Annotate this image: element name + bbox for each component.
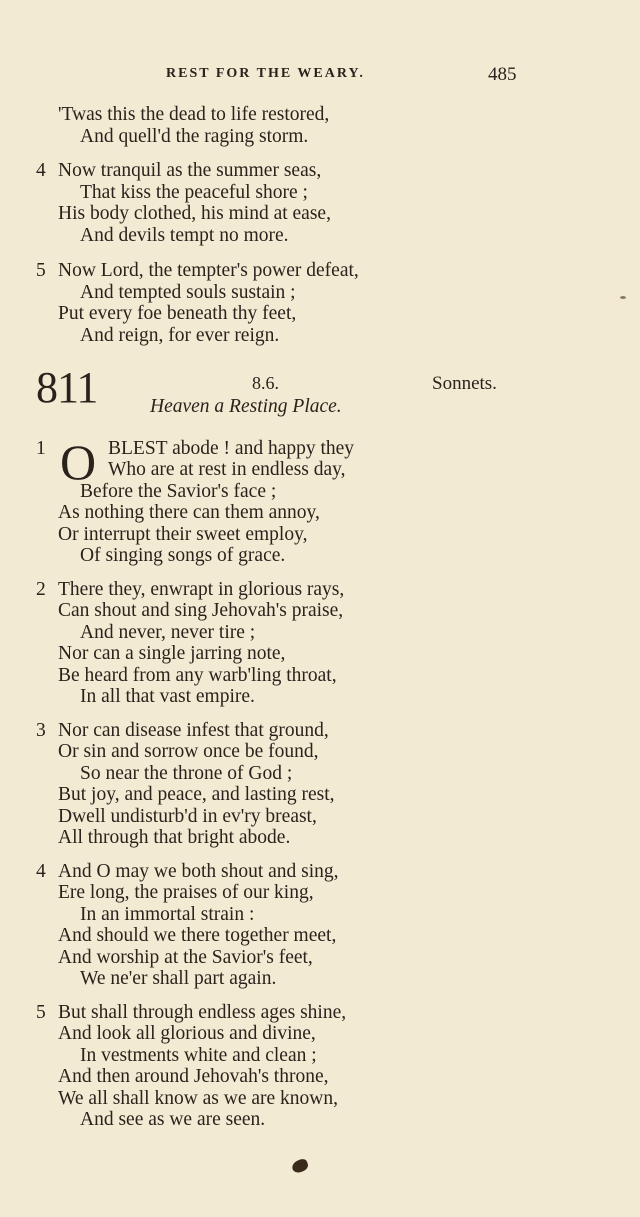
verse-line: All through that bright abode.: [58, 827, 291, 848]
verse-line: But shall through endless ages shine,: [58, 1002, 347, 1023]
verse-line: That kiss the peaceful shore ;: [80, 182, 308, 203]
running-title: REST FOR THE WEARY.: [166, 66, 365, 81]
verse-line: As nothing there can them annoy,: [58, 502, 320, 523]
stanza-number: 4: [36, 861, 46, 882]
verse-line: There they, enwrapt in glorious rays,: [58, 579, 345, 600]
verse-line: Who are at rest in endless day,: [108, 459, 346, 480]
hymn-tune: Sonnets.: [432, 373, 497, 394]
verse-line: And should we there together meet,: [58, 925, 337, 946]
verse-line: Dwell undisturb'd in ev'ry breast,: [58, 806, 317, 827]
stanza-number: 4: [36, 160, 46, 181]
stanza-number: 5: [36, 260, 46, 281]
verse-line: Ere long, the praises of our king,: [58, 882, 314, 903]
verse-line: We all shall know as we are known,: [58, 1088, 339, 1109]
verse-line: And reign, for ever reign.: [80, 325, 280, 346]
verse-line: His body clothed, his mind at ease,: [58, 203, 331, 224]
verse-line: And tempted souls sustain ;: [80, 282, 296, 303]
verse-line: So near the throne of God ;: [80, 763, 293, 784]
verse-line: Now tranquil as the summer seas,: [58, 160, 322, 181]
verse-line: Be heard from any warb'ling throat,: [58, 665, 337, 686]
verse-line: And never, never tire ;: [80, 622, 256, 643]
verse-line: And look all glorious and divine,: [58, 1023, 316, 1044]
ink-blot: [290, 1158, 309, 1175]
verse-line: And then around Jehovah's throne,: [58, 1066, 329, 1087]
hymn-meter: 8.6.: [252, 373, 279, 393]
verse-line: In vestments white and clean ;: [80, 1045, 317, 1066]
verse-line: 'Twas this the dead to life restored,: [58, 104, 330, 125]
verse-line: But joy, and peace, and lasting rest,: [58, 784, 335, 805]
verse-line: Or sin and sorrow once be found,: [58, 741, 319, 762]
verse-line: BLEST abode ! and happy they: [108, 438, 355, 459]
verse-line: Before the Savior's face ;: [80, 481, 277, 502]
hymn-title: Heaven a Resting Place.: [150, 396, 342, 417]
verse-line: We ne'er shall part again.: [80, 968, 277, 989]
page-number: 485: [488, 64, 517, 85]
verse-line: In all that vast empire.: [80, 686, 255, 707]
verse-line: And quell'd the raging storm.: [80, 126, 309, 147]
verse-line: Nor can a single jarring note,: [58, 643, 286, 664]
paper-speck: [620, 296, 626, 299]
verse-line: And see as we are seen.: [80, 1109, 266, 1130]
verse-line: Nor can disease infest that ground,: [58, 720, 329, 741]
verse-line: And O may we both shout and sing,: [58, 861, 339, 882]
verse-line: And worship at the Savior's feet,: [58, 947, 313, 968]
stanza-number: 1: [36, 438, 46, 459]
stanza-number: 3: [36, 720, 46, 741]
verse-line: Put every foe beneath thy feet,: [58, 303, 297, 324]
verse-line: Can shout and sing Jehovah's praise,: [58, 600, 344, 621]
stanza-number: 5: [36, 1002, 46, 1023]
verse-line: Or interrupt their sweet employ,: [58, 524, 308, 545]
stanza-number: 2: [36, 579, 46, 600]
verse-line: In an immortal strain :: [80, 904, 255, 925]
drop-cap: O: [60, 434, 97, 490]
hymn-number: 811: [36, 363, 98, 412]
verse-line: Of singing songs of grace.: [80, 545, 286, 566]
verse-line: And devils tempt no more.: [80, 225, 289, 246]
verse-line: Now Lord, the tempter's power defeat,: [58, 260, 359, 281]
running-head: [0, 64, 640, 86]
